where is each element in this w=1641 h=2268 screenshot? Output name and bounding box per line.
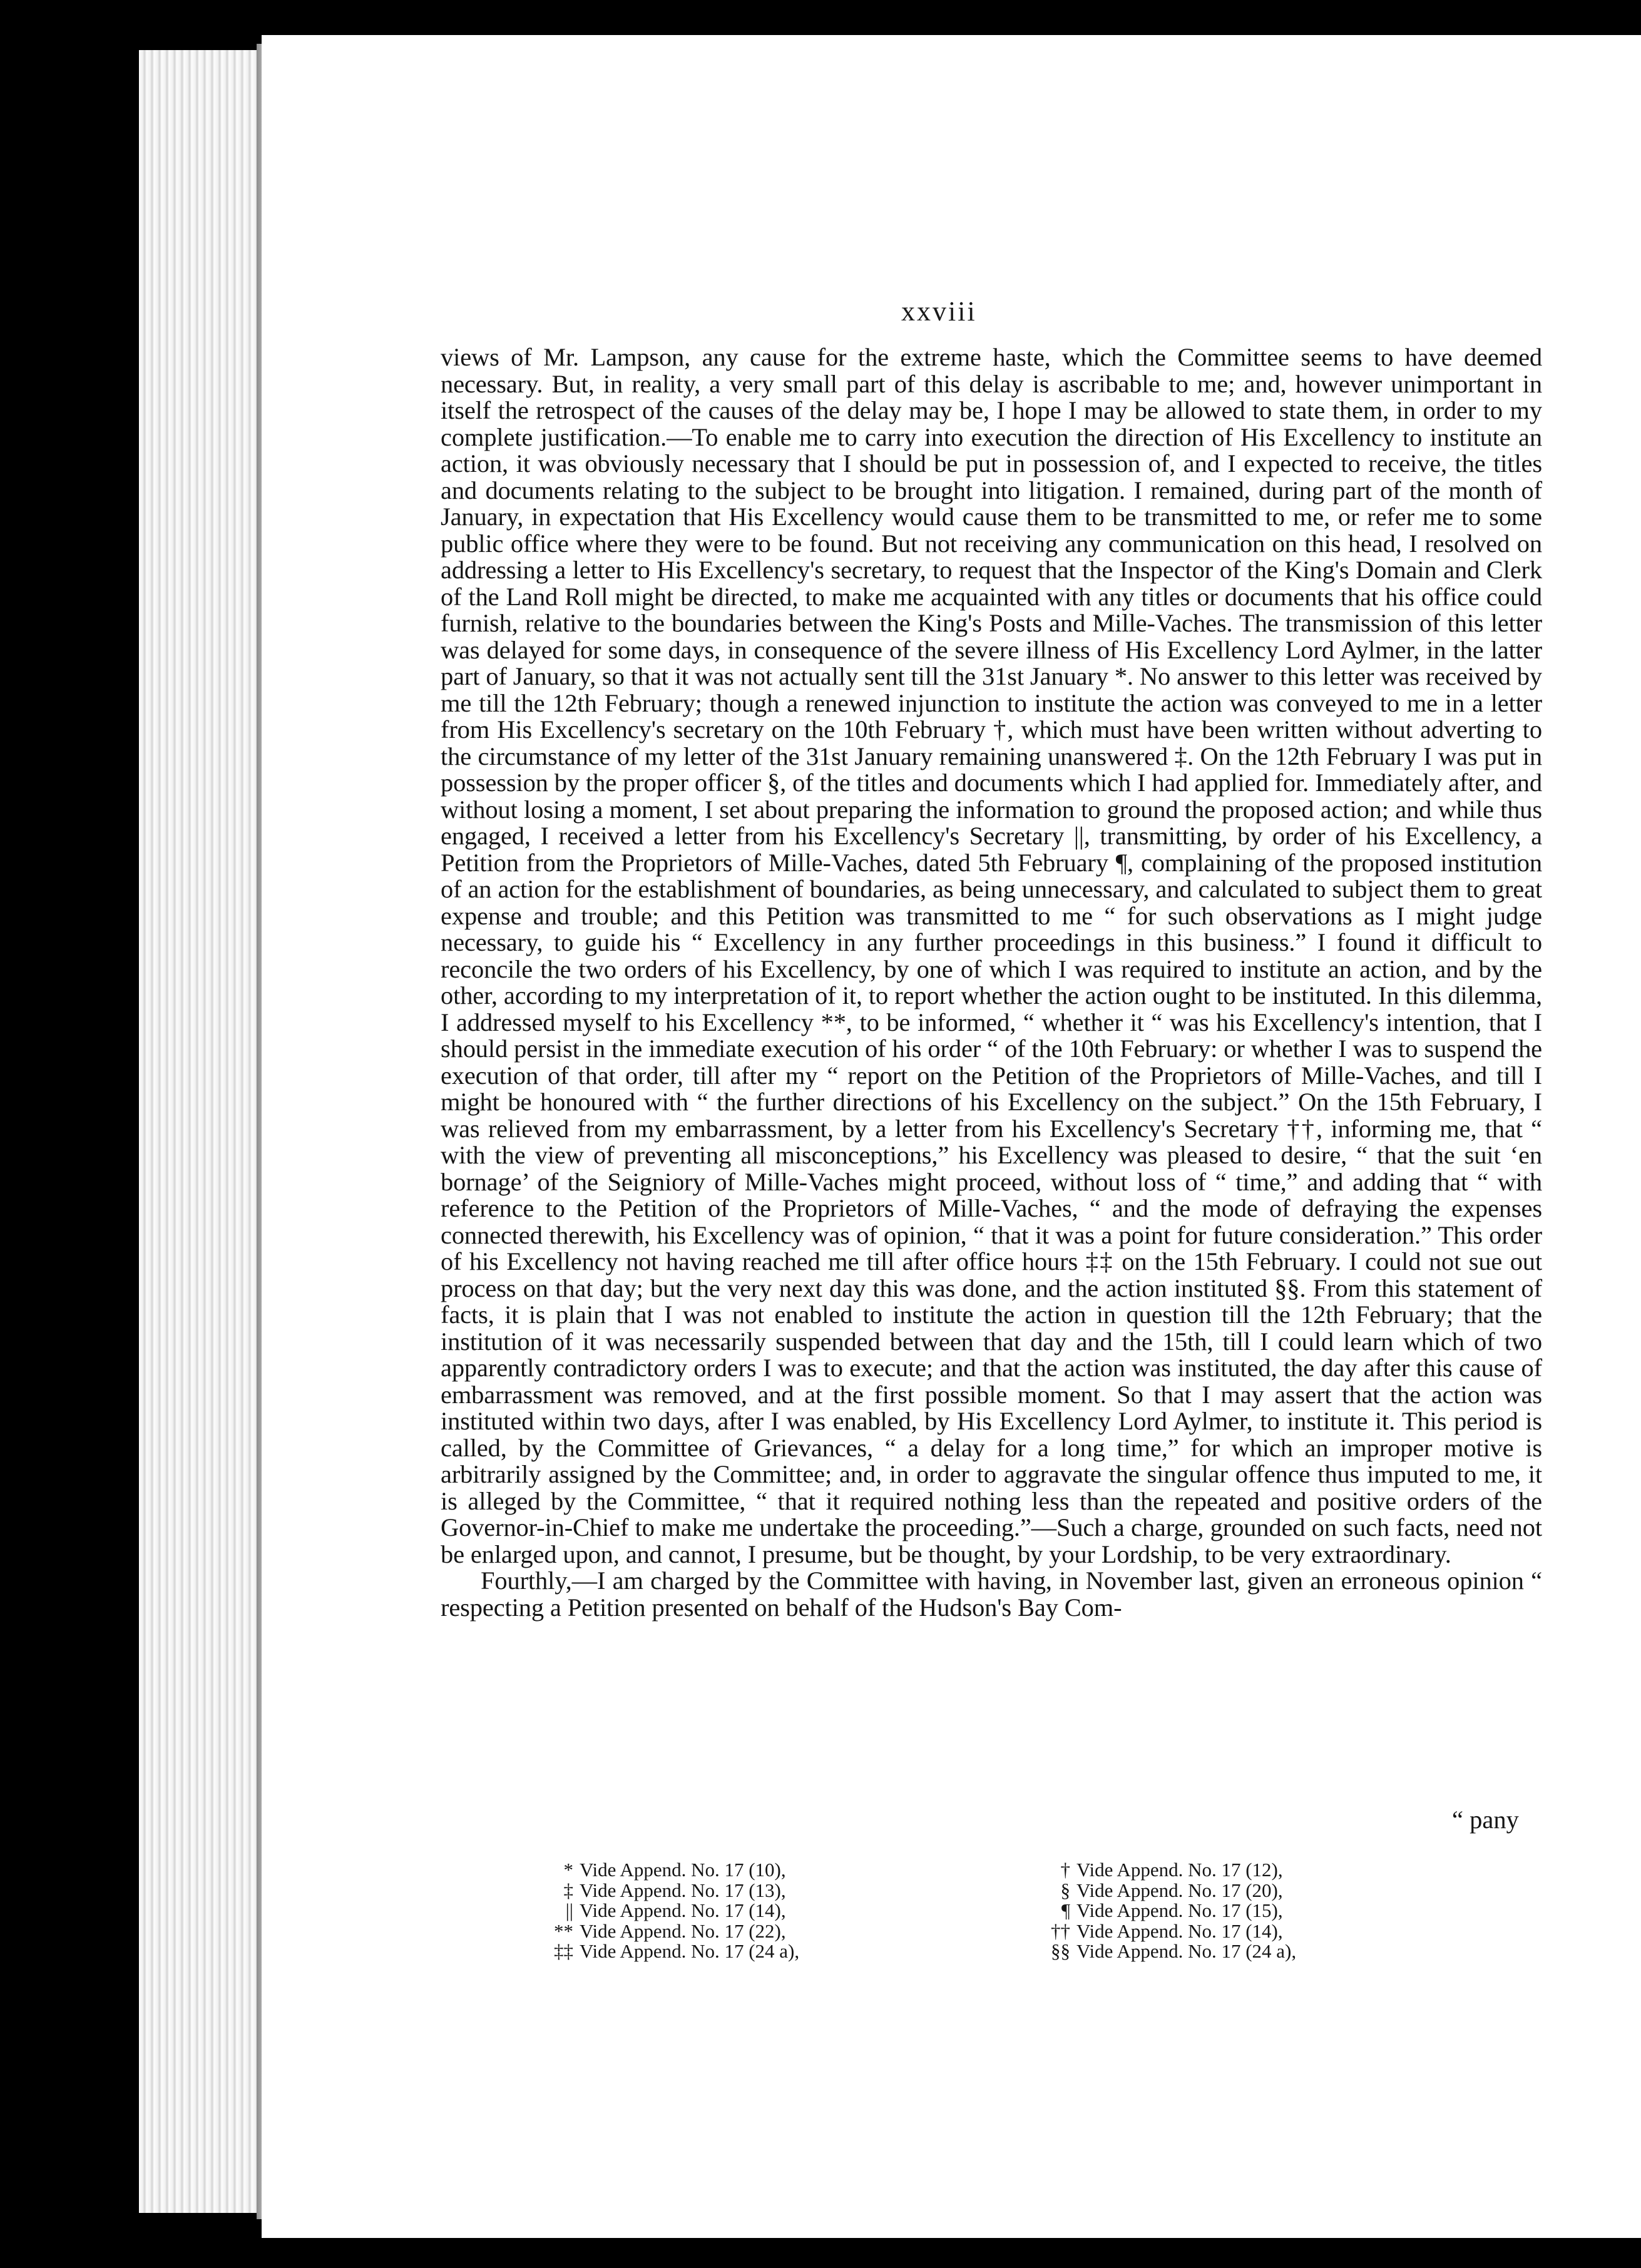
footnote-text: Vide Append. No. 17 (13),	[580, 1879, 786, 1901]
footnote-text: Vide Append. No. 17 (14),	[580, 1899, 786, 1921]
footnote	[542, 1901, 799, 1921]
footnote	[1039, 1941, 1296, 1962]
footnote	[542, 1941, 799, 1962]
footnote-mark: ‡‡	[554, 1940, 573, 1962]
catchword: “ pany	[1452, 1806, 1519, 1834]
footnote-text: Vide Append. No. 17 (24 a),	[1076, 1940, 1297, 1962]
footnote-mark: ††	[1051, 1919, 1070, 1942]
footnote-mark: ¶	[1061, 1899, 1070, 1921]
footnote-mark: ‡	[563, 1879, 573, 1901]
footnote	[1039, 1860, 1296, 1881]
footnotes-right-column	[1039, 1860, 1296, 1962]
page-number: xxviii	[901, 296, 977, 327]
footnote-mark: **	[554, 1919, 573, 1942]
footnote-mark: ||	[565, 1899, 573, 1921]
footnote-text: Vide Append. No. 17 (12),	[1076, 1859, 1283, 1881]
footnote	[542, 1881, 799, 1901]
footnote	[1039, 1901, 1296, 1921]
footnote-mark: §	[1060, 1879, 1070, 1901]
footnote-text: Vide Append. No. 17 (15),	[1076, 1899, 1283, 1921]
footnotes-left-column	[542, 1860, 799, 1962]
footnote-text: Vide Append. No. 17 (24 a),	[580, 1940, 800, 1962]
footnote-mark: *	[563, 1859, 573, 1881]
footnote-text: Vide Append. No. 17 (20),	[1076, 1879, 1283, 1901]
footnote-text: Vide Append. No. 17 (22),	[580, 1919, 786, 1942]
footnote-text: Vide Append. No. 17 (10),	[580, 1859, 786, 1881]
footnote	[1039, 1881, 1296, 1901]
paragraph-fourthly: Fourthly,—I am charged by the Committee with having, in November last, given an erroneous opinion “ respecting a Petition presented on behalf of the Hudson's Bay Com-	[441, 1566, 1542, 1622]
footnote-mark: §§	[1051, 1940, 1070, 1962]
footnote-text: Vide Append. No. 17 (14),	[1076, 1919, 1283, 1942]
book-page-edges	[139, 50, 263, 2213]
footnote	[1039, 1921, 1296, 1942]
paragraph-continued: views of Mr. Lampson, any cause for the extreme haste, which the Committee seems to have deemed necessary. But, in reality, a very small part of this delay is ascribable to me; and, however unimportant in itself the retrospect of the causes of the delay may be, I hope I may be allowed to state them, in order to my complete justification.—To enable me to carry into execution the direction of His Excellency to institute an action, it was obviously necessary that I should be put in possession of, and I expected to receive, the titles and documents relating to the subject to be brought into litigation. I remained, during part of the month of January, in expectation that His Excellency would cause them to be transmitted to me, or refer me to some public office where they were to be found. But not receiving any communication on this head, I resolved on addressing a letter to His Excellency's secretary, to request that the Inspector of the King's Domain and Clerk of the Land Roll might be directed, to make me acquainted with any titles or documents that his office could furnish, relative to the boundaries between the King's Posts and Mille-Vaches. The transmission of this letter was delayed for some days, in consequence of the severe illness of His Excellency Lord Aylmer, in the latter part of January, so that it was not actually sent till the 31st January *. No answer to this letter was received by me till the 12th February; though a renewed injunction to institute the action was conveyed to me in a letter from His Excellency's secretary on the 10th February †, which must have been written without adverting to the circumstance of my letter of the 31st January remaining unanswered ‡. On the 12th February I was put in possession by the proper officer §, of the titles and documents which I had applied for. Immediately after, and without losing a moment, I set about preparing the information to ground the proposed action; and while thus engaged, I received a letter from his Excellency's Secretary ||, transmitting, by order of his Excellency, a Petition from the Proprietors of Mille-Vaches, dated 5th February ¶, complaining of the proposed institution of an action for the establishment of boundaries, as being unnecessary, and calculated to subject them to great expense and trouble; and this Petition was transmitted to me “ for such observations as I might judge necessary, to guide his “ Excellency in any further proceedings in this business.” I found it difficult to reconcile the two orders of his Excellency, by one of which I was required to institute an action, and by the other, according to my interpretation of it, to report whether the action ought to be instituted. In this dilemma, I addressed myself to his Excellency **, to be informed, “ whether it “ was his Excellency's intention, that I should persist in the immediate execution of his order “ of the 10th February: or whether I was to suspend the execution of that order, till after my “ report on the Petition of the Proprietors of Mille-Vaches, and till I might be honoured with “ the further directions of his Excellency on the subject.” On the 15th February, I was relieved from my embarrassment, by a letter from his Excellency's Secretary ††, informing me, that “ with the view of preventing all misconceptions,” his Excellency was pleased to desire, “ that the suit ‘en bornage’ of the Seigniory of Mille-Vaches might proceed, without loss of “ time,” and adding that “ with reference to the Petition of the Proprietors of Mille-Vaches, “ and the mode of defraying the expenses connected therewith, his Excellency was of opinion, “ that it was a point for future consideration.” This order of his Excellency not having reached me till after office hours ‡‡ on the 15th February. I could not sue out process on that day; but the very next day this was done, and the action instituted §§. From this statement of facts, it is plain that I was not enabled to institute the action in question till the 12th February; that the institution of it was necessarily suspended between that day and the 15th, till I could learn which of two apparently contradictory orders I was to execute; and that the action was instituted, the day after this cause of embarrassment was removed, and at the first possible moment. So that I may assert that the action was instituted within two days, after I was enabled, by His Excellency Lord Aylmer, to institute it. This period is called, by the Committee of Grievances, “ a delay for a long time,” for which an improper motive is arbitrarily assigned by the Committee; and, in order to aggravate the singular offence thus imputed to me, it is alleged by the Committee, “ that it required nothing less than the repeated and positive orders of the Governor-in-Chief to make me undertake the proceeding.”—Such a charge, grounded on such facts, need not be enlarged upon, and cannot, I presume, but be thought, by your Lordship, to be very extraordinary.	[441, 343, 1542, 1568]
footnote	[542, 1860, 799, 1881]
footnote-mark: †	[1060, 1859, 1070, 1881]
footnote	[542, 1921, 799, 1942]
main-text	[441, 344, 1542, 1621]
